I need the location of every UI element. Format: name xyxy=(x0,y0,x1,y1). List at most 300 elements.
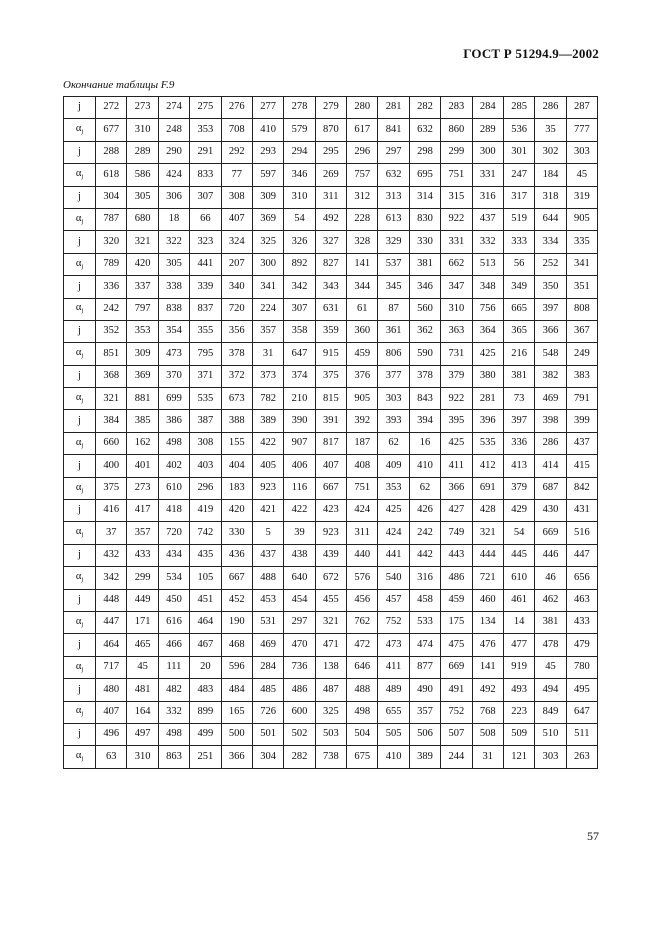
alpha-cell: 296 xyxy=(190,477,221,499)
index-cell: 396 xyxy=(472,410,503,432)
alpha-cell: 284 xyxy=(252,656,283,678)
row-label-j: j xyxy=(64,679,96,701)
alpha-cell: 905 xyxy=(566,208,597,230)
index-cell: 461 xyxy=(503,589,534,611)
alpha-cell: 849 xyxy=(535,701,566,723)
alpha-cell: 632 xyxy=(378,164,409,186)
index-cell: 400 xyxy=(96,455,127,477)
alpha-cell: 31 xyxy=(472,746,503,768)
index-cell: 419 xyxy=(190,500,221,522)
alpha-cell: 425 xyxy=(472,343,503,365)
alpha-cell: 304 xyxy=(252,746,283,768)
alpha-cell: 305 xyxy=(158,253,189,275)
index-cell: 291 xyxy=(190,141,221,163)
alpha-cell: 389 xyxy=(409,746,440,768)
table-row-index xyxy=(64,186,598,208)
alpha-cell: 905 xyxy=(347,388,378,410)
alpha-cell: 310 xyxy=(127,746,158,768)
index-cell: 318 xyxy=(535,186,566,208)
alpha-cell: 837 xyxy=(190,298,221,320)
alpha-cell: 881 xyxy=(127,388,158,410)
alpha-cell: 923 xyxy=(252,477,283,499)
index-cell: 455 xyxy=(315,589,346,611)
row-label-alpha xyxy=(64,567,96,589)
alpha-cell: 141 xyxy=(472,656,503,678)
index-cell: 439 xyxy=(315,544,346,566)
row-label-alpha xyxy=(64,119,96,141)
index-cell: 474 xyxy=(409,634,440,656)
alpha-cell: 647 xyxy=(566,701,597,723)
row-label-alpha xyxy=(64,477,96,499)
alpha-cell: 892 xyxy=(284,253,315,275)
index-cell: 311 xyxy=(315,186,346,208)
index-cell: 381 xyxy=(503,365,534,387)
alpha-cell: 187 xyxy=(347,432,378,454)
alpha-subscript: j xyxy=(81,441,84,449)
index-cell: 486 xyxy=(284,679,315,701)
alpha-cell: 795 xyxy=(190,343,221,365)
alpha-cell: 534 xyxy=(158,567,189,589)
index-cell: 489 xyxy=(378,679,409,701)
alpha-cell: 596 xyxy=(221,656,252,678)
alpha-cell: 492 xyxy=(315,208,346,230)
table-row-index xyxy=(64,231,598,253)
alpha-cell: 907 xyxy=(284,432,315,454)
index-cell: 337 xyxy=(127,276,158,298)
index-cell: 368 xyxy=(96,365,127,387)
alpha-cell: 586 xyxy=(127,164,158,186)
alpha-cell: 141 xyxy=(347,253,378,275)
alpha-cell: 600 xyxy=(284,701,315,723)
alpha-cell: 54 xyxy=(284,208,315,230)
index-cell: 334 xyxy=(535,231,566,253)
alpha-subscript: j xyxy=(81,352,84,360)
index-cell: 465 xyxy=(127,634,158,656)
index-cell: 386 xyxy=(158,410,189,432)
alpha-cell: 420 xyxy=(127,253,158,275)
index-cell: 297 xyxy=(378,141,409,163)
index-cell: 485 xyxy=(252,679,283,701)
alpha-cell: 269 xyxy=(315,164,346,186)
index-cell: 289 xyxy=(127,141,158,163)
alpha-cell: 379 xyxy=(503,477,534,499)
table-row-index xyxy=(64,276,598,298)
index-cell: 460 xyxy=(472,589,503,611)
alpha-cell: 827 xyxy=(315,253,346,275)
alpha-cell: 751 xyxy=(347,477,378,499)
alpha-cell: 751 xyxy=(441,164,472,186)
alpha-cell: 597 xyxy=(252,164,283,186)
alpha-cell: 346 xyxy=(284,164,315,186)
index-cell: 492 xyxy=(472,679,503,701)
alpha-cell: 863 xyxy=(158,746,189,768)
alpha-cell: 171 xyxy=(127,611,158,633)
alpha-cell: 331 xyxy=(472,164,503,186)
index-cell: 326 xyxy=(284,231,315,253)
index-cell: 392 xyxy=(347,410,378,432)
alpha-cell: 311 xyxy=(347,522,378,544)
alpha-cell: 223 xyxy=(503,701,534,723)
index-cell: 503 xyxy=(315,723,346,745)
alpha-cell: 548 xyxy=(535,343,566,365)
index-cell: 343 xyxy=(315,276,346,298)
index-cell: 505 xyxy=(378,723,409,745)
index-cell: 479 xyxy=(566,634,597,656)
alpha-cell: 590 xyxy=(409,343,440,365)
index-cell: 466 xyxy=(158,634,189,656)
alpha-subscript: j xyxy=(81,173,84,181)
alpha-cell: 63 xyxy=(96,746,127,768)
index-cell: 406 xyxy=(284,455,315,477)
index-cell: 324 xyxy=(221,231,252,253)
index-cell: 395 xyxy=(441,410,472,432)
table-row-index xyxy=(64,589,598,611)
index-cell: 350 xyxy=(535,276,566,298)
alpha-cell: 647 xyxy=(284,343,315,365)
index-cell: 335 xyxy=(566,231,597,253)
alpha-cell: 469 xyxy=(535,388,566,410)
index-cell: 293 xyxy=(252,141,283,163)
index-cell: 306 xyxy=(158,186,189,208)
index-cell: 356 xyxy=(221,320,252,342)
alpha-cell: 424 xyxy=(378,522,409,544)
table-row-alpha xyxy=(64,611,598,633)
alpha-cell: 720 xyxy=(221,298,252,320)
alpha-cell: 923 xyxy=(315,522,346,544)
alpha-cell: 375 xyxy=(96,477,127,499)
table-row-index xyxy=(64,320,598,342)
alpha-cell: 613 xyxy=(378,208,409,230)
row-label-j: j xyxy=(64,231,96,253)
index-cell: 399 xyxy=(566,410,597,432)
index-cell: 428 xyxy=(472,500,503,522)
alpha-cell: 672 xyxy=(315,567,346,589)
index-cell: 305 xyxy=(127,186,158,208)
index-cell: 433 xyxy=(127,544,158,566)
alpha-subscript: j xyxy=(81,262,84,270)
index-cell: 294 xyxy=(284,141,315,163)
alpha-cell: 756 xyxy=(472,298,503,320)
alpha-cell: 721 xyxy=(472,567,503,589)
alpha-cell: 791 xyxy=(566,388,597,410)
alpha-cell: 662 xyxy=(441,253,472,275)
index-cell: 427 xyxy=(441,500,472,522)
index-cell: 423 xyxy=(315,500,346,522)
index-cell: 391 xyxy=(315,410,346,432)
alpha-cell: 762 xyxy=(347,611,378,633)
alpha-cell: 321 xyxy=(96,388,127,410)
index-cell: 316 xyxy=(472,186,503,208)
alpha-cell: 677 xyxy=(96,119,127,141)
table-row-alpha xyxy=(64,746,598,768)
index-cell: 441 xyxy=(378,544,409,566)
index-cell: 279 xyxy=(315,97,346,119)
table-row-alpha xyxy=(64,656,598,678)
alpha-cell: 486 xyxy=(441,567,472,589)
table-row-alpha xyxy=(64,701,598,723)
index-cell: 410 xyxy=(409,455,440,477)
table-row-alpha xyxy=(64,522,598,544)
alpha-cell: 54 xyxy=(503,522,534,544)
index-cell: 332 xyxy=(472,231,503,253)
index-cell: 482 xyxy=(158,679,189,701)
index-cell: 378 xyxy=(409,365,440,387)
alpha-cell: 738 xyxy=(315,746,346,768)
alpha-cell: 749 xyxy=(441,522,472,544)
alpha-cell: 669 xyxy=(535,522,566,544)
alpha-cell: 121 xyxy=(503,746,534,768)
index-cell: 351 xyxy=(566,276,597,298)
index-cell: 274 xyxy=(158,97,189,119)
index-cell: 285 xyxy=(503,97,534,119)
alpha-cell: 899 xyxy=(190,701,221,723)
index-cell: 414 xyxy=(535,455,566,477)
table-caption: Окончание таблицы F.9 xyxy=(63,79,175,91)
alpha-cell: 310 xyxy=(441,298,472,320)
index-cell: 426 xyxy=(409,500,440,522)
index-cell: 370 xyxy=(158,365,189,387)
alpha-cell: 720 xyxy=(158,522,189,544)
index-cell: 498 xyxy=(158,723,189,745)
index-cell: 300 xyxy=(472,141,503,163)
index-cell: 322 xyxy=(158,231,189,253)
alpha-cell: 736 xyxy=(284,656,315,678)
alpha-subscript: j xyxy=(81,755,84,763)
index-cell: 321 xyxy=(127,231,158,253)
alpha-cell: 242 xyxy=(409,522,440,544)
alpha-cell: 249 xyxy=(566,343,597,365)
alpha-symbol: α xyxy=(75,705,82,717)
row-label-alpha xyxy=(64,253,96,275)
index-cell: 352 xyxy=(96,320,127,342)
alpha-cell: 922 xyxy=(441,388,472,410)
table-row-alpha xyxy=(64,164,598,186)
alpha-subscript: j xyxy=(81,531,84,539)
row-label-alpha xyxy=(64,164,96,186)
alpha-cell: 207 xyxy=(221,253,252,275)
index-cell: 298 xyxy=(409,141,440,163)
index-cell: 408 xyxy=(347,455,378,477)
row-label-j: j xyxy=(64,186,96,208)
alpha-cell: 919 xyxy=(503,656,534,678)
index-cell: 447 xyxy=(566,544,597,566)
index-cell: 273 xyxy=(127,97,158,119)
alpha-cell: 321 xyxy=(315,611,346,633)
index-cell: 420 xyxy=(221,500,252,522)
alpha-cell: 851 xyxy=(96,343,127,365)
alpha-symbol: α xyxy=(75,571,82,583)
index-cell: 495 xyxy=(566,679,597,701)
index-cell: 470 xyxy=(284,634,315,656)
alpha-cell: 299 xyxy=(127,567,158,589)
index-cell: 275 xyxy=(190,97,221,119)
index-cell: 394 xyxy=(409,410,440,432)
table-row-index xyxy=(64,455,598,477)
alpha-cell: 282 xyxy=(284,746,315,768)
index-cell: 448 xyxy=(96,589,127,611)
alpha-cell: 18 xyxy=(158,208,189,230)
alpha-subscript: j xyxy=(81,620,84,628)
index-cell: 431 xyxy=(566,500,597,522)
alpha-cell: 815 xyxy=(315,388,346,410)
alpha-cell: 473 xyxy=(158,343,189,365)
index-cell: 424 xyxy=(347,500,378,522)
alpha-cell: 610 xyxy=(503,567,534,589)
alpha-subscript: j xyxy=(81,217,84,225)
alpha-cell: 915 xyxy=(315,343,346,365)
alpha-cell: 631 xyxy=(315,298,346,320)
index-cell: 490 xyxy=(409,679,440,701)
index-cell: 384 xyxy=(96,410,127,432)
table-row-alpha xyxy=(64,343,598,365)
alpha-subscript: j xyxy=(81,128,84,136)
alpha-cell: 190 xyxy=(221,611,252,633)
alpha-cell: 656 xyxy=(566,567,597,589)
index-cell: 432 xyxy=(96,544,127,566)
index-cell: 367 xyxy=(566,320,597,342)
alpha-cell: 332 xyxy=(158,701,189,723)
alpha-cell: 252 xyxy=(535,253,566,275)
alpha-cell: 447 xyxy=(96,611,127,633)
alpha-cell: 56 xyxy=(503,253,534,275)
alpha-cell: 20 xyxy=(190,656,221,678)
index-cell: 434 xyxy=(158,544,189,566)
table-row-index xyxy=(64,634,598,656)
index-cell: 310 xyxy=(284,186,315,208)
row-label-j: j xyxy=(64,97,96,119)
alpha-cell: 289 xyxy=(472,119,503,141)
index-cell: 359 xyxy=(315,320,346,342)
index-cell: 325 xyxy=(252,231,283,253)
row-label-j: j xyxy=(64,589,96,611)
alpha-subscript: j xyxy=(81,710,84,718)
index-cell: 442 xyxy=(409,544,440,566)
alpha-cell: 877 xyxy=(409,656,440,678)
alpha-cell: 519 xyxy=(503,208,534,230)
index-cell: 303 xyxy=(566,141,597,163)
alpha-cell: 806 xyxy=(378,343,409,365)
index-cell: 451 xyxy=(190,589,221,611)
index-cell: 401 xyxy=(127,455,158,477)
alpha-cell: 155 xyxy=(221,432,252,454)
alpha-cell: 366 xyxy=(441,477,472,499)
table-row-alpha xyxy=(64,253,598,275)
alpha-cell: 516 xyxy=(566,522,597,544)
alpha-symbol: α xyxy=(75,615,82,627)
index-cell: 341 xyxy=(252,276,283,298)
table-row-index xyxy=(64,365,598,387)
index-cell: 438 xyxy=(284,544,315,566)
alpha-cell: 731 xyxy=(441,343,472,365)
alpha-cell: 248 xyxy=(158,119,189,141)
alpha-cell: 780 xyxy=(566,656,597,678)
index-cell: 398 xyxy=(535,410,566,432)
index-cell: 277 xyxy=(252,97,283,119)
index-cell: 280 xyxy=(347,97,378,119)
row-label-j: j xyxy=(64,320,96,342)
alpha-cell: 247 xyxy=(503,164,534,186)
index-cell: 388 xyxy=(221,410,252,432)
table-row-alpha xyxy=(64,298,598,320)
alpha-cell: 316 xyxy=(409,567,440,589)
alpha-cell: 632 xyxy=(409,119,440,141)
row-label-alpha xyxy=(64,746,96,768)
index-cell: 510 xyxy=(535,723,566,745)
alpha-cell: 251 xyxy=(190,746,221,768)
index-cell: 330 xyxy=(409,231,440,253)
index-cell: 319 xyxy=(566,186,597,208)
alpha-cell: 797 xyxy=(127,298,158,320)
alpha-cell: 424 xyxy=(158,164,189,186)
alpha-cell: 922 xyxy=(441,208,472,230)
alpha-cell: 433 xyxy=(566,611,597,633)
alpha-cell: 336 xyxy=(503,432,534,454)
alpha-cell: 708 xyxy=(221,119,252,141)
index-cell: 437 xyxy=(252,544,283,566)
index-cell: 468 xyxy=(221,634,252,656)
alpha-cell: 680 xyxy=(127,208,158,230)
index-cell: 450 xyxy=(158,589,189,611)
alpha-cell: 618 xyxy=(96,164,127,186)
row-label-j: j xyxy=(64,500,96,522)
index-cell: 383 xyxy=(566,365,597,387)
index-cell: 287 xyxy=(566,97,597,119)
index-cell: 340 xyxy=(221,276,252,298)
index-cell: 323 xyxy=(190,231,221,253)
row-label-j: j xyxy=(64,455,96,477)
alpha-cell: 673 xyxy=(221,388,252,410)
alpha-cell: 422 xyxy=(252,432,283,454)
index-cell: 312 xyxy=(347,186,378,208)
alpha-cell: 437 xyxy=(566,432,597,454)
index-cell: 407 xyxy=(315,455,346,477)
alpha-cell: 540 xyxy=(378,567,409,589)
index-cell: 315 xyxy=(441,186,472,208)
index-cell: 493 xyxy=(503,679,534,701)
alpha-cell: 513 xyxy=(472,253,503,275)
alpha-cell: 833 xyxy=(190,164,221,186)
alpha-cell: 576 xyxy=(347,567,378,589)
index-cell: 304 xyxy=(96,186,127,208)
alpha-cell: 817 xyxy=(315,432,346,454)
alpha-cell: 244 xyxy=(441,746,472,768)
alpha-cell: 742 xyxy=(190,522,221,544)
alpha-cell: 286 xyxy=(535,432,566,454)
alpha-cell: 757 xyxy=(347,164,378,186)
alpha-cell: 77 xyxy=(221,164,252,186)
index-cell: 342 xyxy=(284,276,315,298)
alpha-cell: 752 xyxy=(441,701,472,723)
index-cell: 361 xyxy=(378,320,409,342)
index-cell: 425 xyxy=(378,500,409,522)
alpha-cell: 560 xyxy=(409,298,440,320)
table-row-index xyxy=(64,723,598,745)
index-cell: 397 xyxy=(503,410,534,432)
index-cell: 436 xyxy=(221,544,252,566)
alpha-cell: 752 xyxy=(378,611,409,633)
table-row-alpha xyxy=(64,388,598,410)
alpha-cell: 263 xyxy=(566,746,597,768)
alpha-cell: 73 xyxy=(503,388,534,410)
alpha-cell: 830 xyxy=(409,208,440,230)
index-cell: 481 xyxy=(127,679,158,701)
index-cell: 348 xyxy=(472,276,503,298)
index-cell: 500 xyxy=(221,723,252,745)
index-cell: 286 xyxy=(535,97,566,119)
alpha-cell: 535 xyxy=(190,388,221,410)
alpha-cell: 369 xyxy=(252,208,283,230)
index-cell: 415 xyxy=(566,455,597,477)
